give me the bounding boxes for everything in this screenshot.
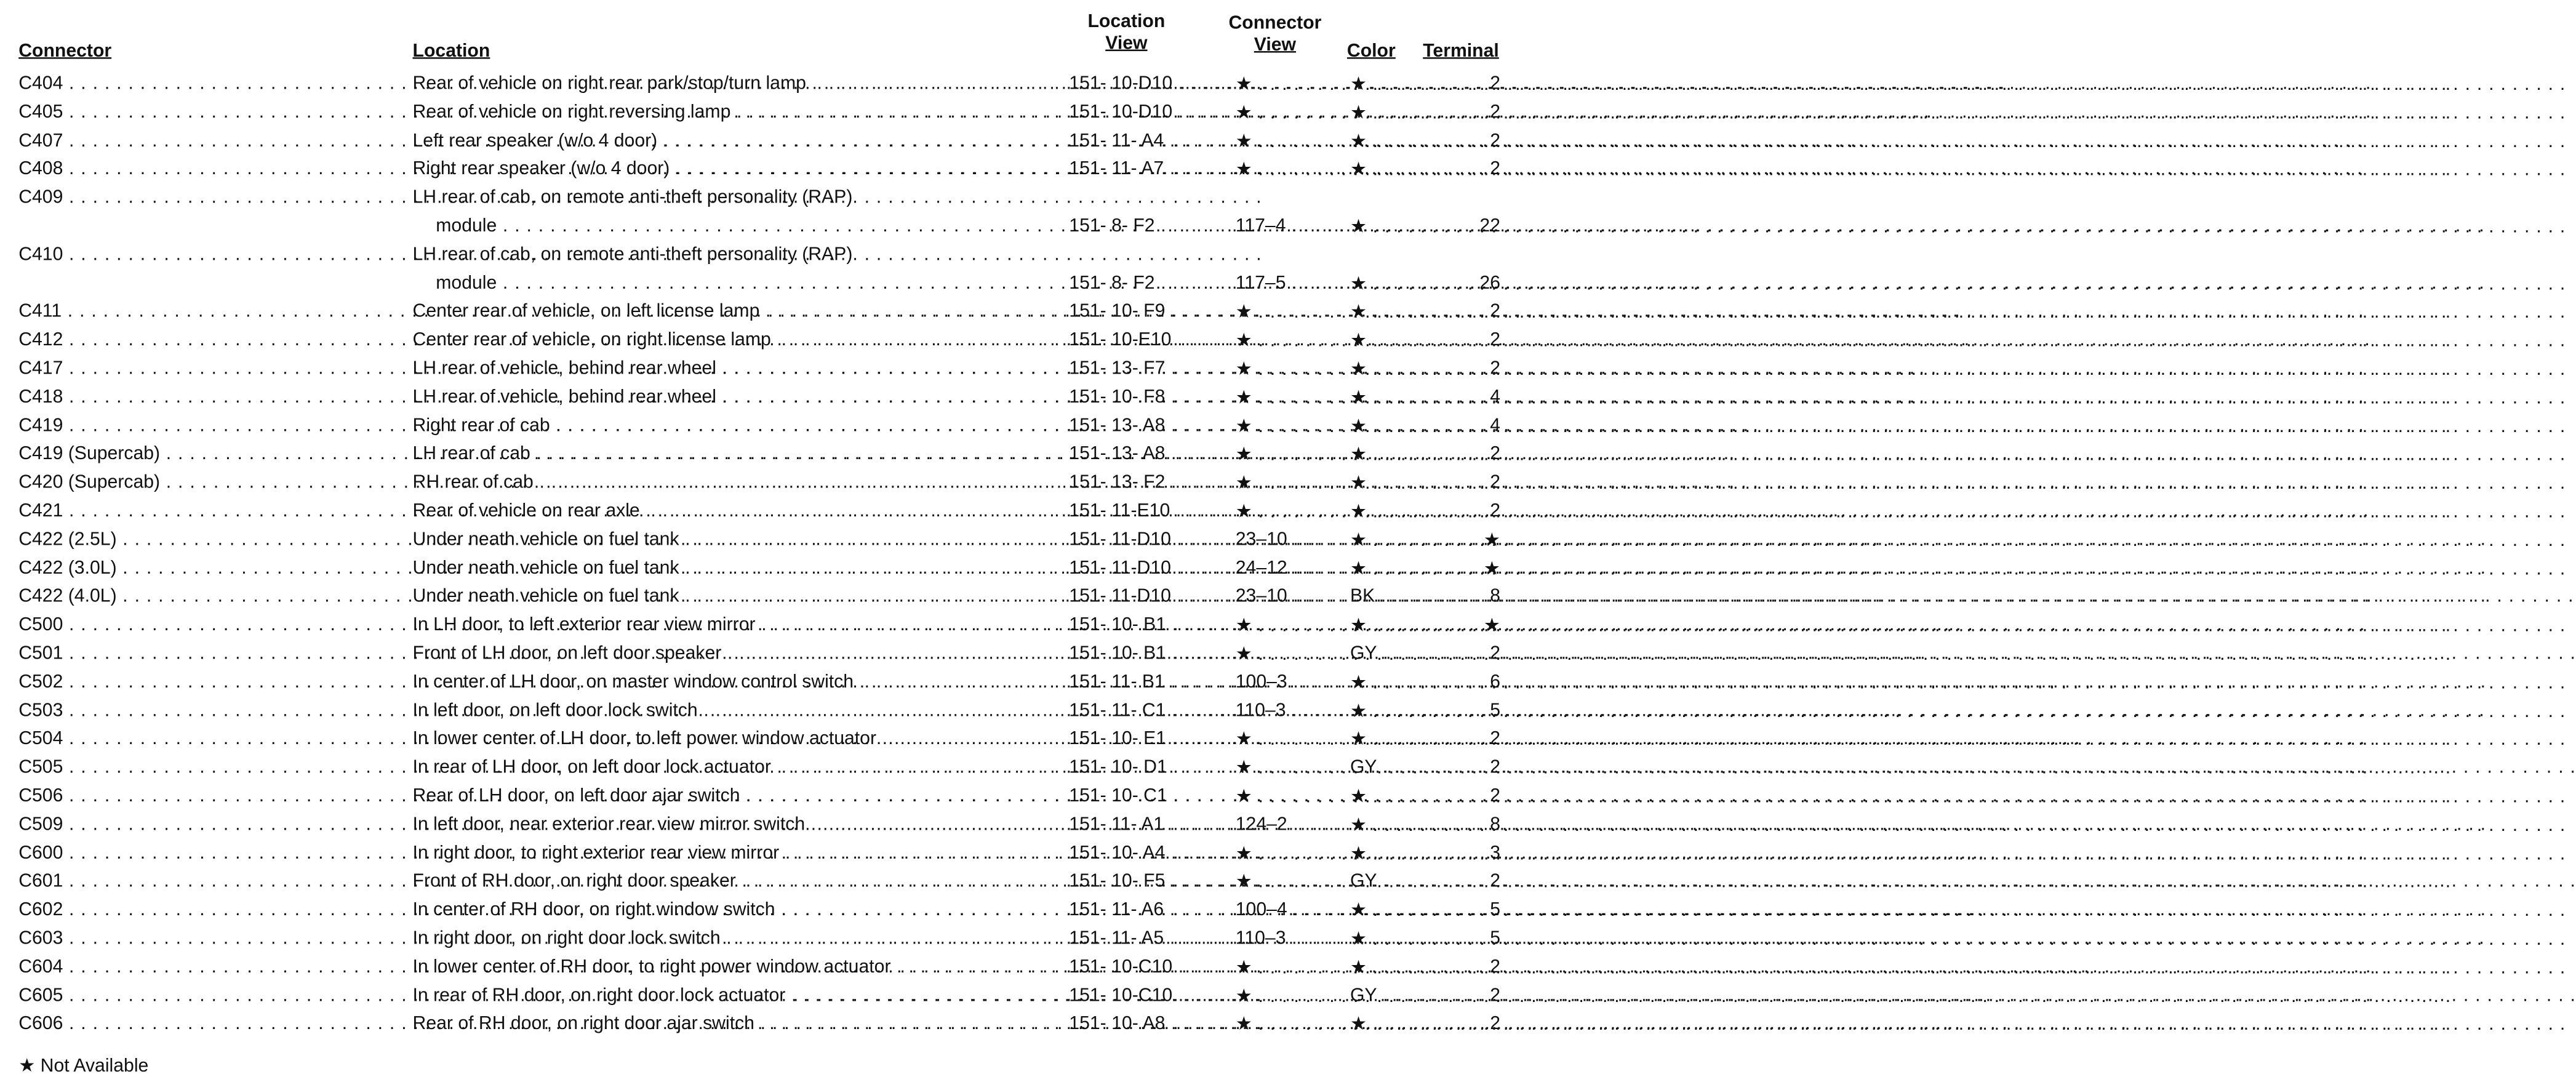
terminal-count: 4 xyxy=(1490,414,1501,436)
connector-view: ★ . . . xyxy=(1236,500,1348,523)
header-color: Color xyxy=(1346,40,1396,62)
wire-color: ★ . . . xyxy=(1350,700,1435,722)
connector-id: C502 . . . xyxy=(18,671,402,692)
connector-id: C501 . . . xyxy=(18,643,402,664)
wire-color: ★ . . . xyxy=(1350,329,1435,351)
location-view: 151- 10- F5 . . . xyxy=(1069,870,1231,892)
terminal-count: 2 xyxy=(1490,785,1501,806)
connector-id: C503 . . . xyxy=(18,700,402,721)
location-view: 151- 10- A8 . . . xyxy=(1069,1013,1231,1035)
location-view: 151- 11-D10 . . . xyxy=(1069,529,1231,550)
terminal-count: 8 xyxy=(1490,585,1501,607)
terminal-count: 8 xyxy=(1490,813,1501,835)
connector-id: C405 . . . xyxy=(18,102,402,123)
location-view: 151- 10- C1 . . . xyxy=(1069,785,1231,807)
connector-location: Rear of RH door, on right door ajar switch . . . xyxy=(413,1013,1065,1035)
terminal-count: 5 xyxy=(1490,928,1501,949)
table-row xyxy=(0,358,1519,381)
table-row xyxy=(0,500,1519,524)
connector-location: Rear of vehicle on right rear park/stop/turn lamp . . . xyxy=(413,73,1065,94)
wire-color: ★ . . . xyxy=(1350,928,1435,950)
terminal-count: 5 xyxy=(1490,699,1501,721)
connector-id: C500 . . . xyxy=(18,614,402,636)
connector-id: C422 (3.0L) . . . xyxy=(18,557,402,579)
table-row xyxy=(0,728,1519,751)
terminal-count: 6 xyxy=(1490,671,1501,692)
connector-view: 23–10 . . . xyxy=(1236,586,1348,607)
connector-location: In lower center of LH door, to left power window actuator . . . xyxy=(413,728,1065,750)
header-connector-view: Connector View xyxy=(1228,12,1322,55)
terminal-count: 26 xyxy=(1479,272,1501,294)
terminal-count: ★ xyxy=(1483,529,1501,551)
table-row xyxy=(0,814,1519,837)
table-row xyxy=(0,643,1519,666)
wire-color: ★ . . . xyxy=(1350,358,1435,380)
table-row xyxy=(0,244,1519,267)
connector-location: Left rear speaker (w/o 4 door) . . . xyxy=(413,130,1065,151)
connector-id: C504 . . . xyxy=(18,728,402,750)
connector-location: LH rear of cab . . . xyxy=(413,443,1065,465)
connector-location: Front of LH door, on left door speaker . . . xyxy=(413,643,1065,664)
wire-color: ★ . . . xyxy=(1350,842,1435,864)
table-row xyxy=(0,586,1519,609)
connector-view: 23–10 . . . xyxy=(1236,529,1348,550)
location-view: 151- 10-C10 . . . xyxy=(1069,956,1231,977)
table-row xyxy=(0,756,1519,780)
wire-color: ★ . . . xyxy=(1350,386,1435,408)
table-row-continuation xyxy=(0,215,1519,239)
connector-location-continued: module . . . xyxy=(436,215,1064,237)
location-view: 151- 11- A4 . . . xyxy=(1069,130,1231,151)
connector-location: In left door, on left door lock switch . . . xyxy=(413,700,1065,721)
connector-location-continued: module . . . xyxy=(436,272,1064,294)
connector-view: ★ . . . xyxy=(1236,1013,1348,1035)
wire-color: ★ . . . xyxy=(1350,73,1435,95)
terminal-count: 2 xyxy=(1490,500,1501,521)
location-view: 151- 10-C10 . . . xyxy=(1069,985,1231,1006)
location-view: 151- 11- C1 . . . xyxy=(1069,700,1231,721)
connector-location: Center rear of vehicle, on right license lamp . . . xyxy=(413,329,1065,351)
wire-color: GY . . . xyxy=(1350,870,1435,892)
wire-color: ★ . . . xyxy=(1350,272,1435,294)
table-row xyxy=(0,158,1519,182)
terminal-count: 2 xyxy=(1490,158,1501,180)
connector-location: LH rear of vehicle, behind rear wheel . . . xyxy=(413,386,1065,407)
connector-id: C422 (4.0L) . . . xyxy=(18,586,402,607)
connector-id: C411 . . . xyxy=(18,301,402,323)
table-row xyxy=(0,928,1519,951)
location-view: 151- 11- A1 . . . xyxy=(1069,814,1231,835)
location-view: 151- 10-E10 . . . xyxy=(1069,329,1231,351)
table-row xyxy=(0,102,1519,125)
connector-view: 100–3 . . . xyxy=(1236,671,1348,692)
connector-location: LH rear of cab, on remote anti-theft personality (RAP) xyxy=(412,244,853,265)
connector-location: In center of LH door, on master window control switch . . . xyxy=(413,671,1065,692)
wire-color: ★ . . . xyxy=(1350,899,1435,921)
wire-color: ★ . . . xyxy=(1350,102,1435,124)
terminal-count: 2 xyxy=(1490,358,1501,379)
connector-id: C408 . . . xyxy=(18,158,402,180)
table-row xyxy=(0,415,1519,438)
terminal-count: 5 xyxy=(1490,899,1501,920)
table-row xyxy=(0,614,1519,638)
connector-view: 110–3 . . . xyxy=(1236,700,1348,721)
connector-view: ★ . . . xyxy=(1236,985,1348,1007)
table-row xyxy=(0,1013,1519,1036)
connector-id: C419 (Supercab) . . . xyxy=(18,443,402,465)
wire-color: ★ . . . xyxy=(1350,728,1435,750)
table-row xyxy=(0,985,1519,1008)
footnote-not-available: ★ Not Available xyxy=(18,1055,149,1076)
connector-location: In lower center of RH door, to right power window actuator . . . xyxy=(413,956,1065,977)
terminal-count: 2 xyxy=(1490,984,1501,1006)
terminal-count: 22 xyxy=(1479,215,1501,236)
location-view: 151- 8- F2 . . . xyxy=(1069,215,1231,237)
wire-color: GY . . . xyxy=(1350,643,1435,664)
connector-view: ★ . . . xyxy=(1236,756,1348,779)
table-row xyxy=(0,785,1519,809)
connector-location: In left door, near exterior rear view mirror switch . . . xyxy=(413,814,1065,835)
connector-location: LH rear of cab, on remote anti-theft personality (RAP) xyxy=(412,186,853,208)
location-view: 151- 11- B1 . . . xyxy=(1069,671,1231,692)
wire-color: ★ . . . xyxy=(1350,215,1435,238)
terminal-count: 2 xyxy=(1490,956,1501,977)
location-view: 151- 10- A4 . . . xyxy=(1069,842,1231,864)
connector-view: ★ . . . xyxy=(1236,728,1348,750)
terminal-count: 3 xyxy=(1490,842,1501,864)
wire-color: ★ . . . xyxy=(1350,301,1435,323)
wire-color: ★ . . . xyxy=(1350,415,1435,437)
table-row xyxy=(0,301,1519,324)
connector-location: In right door, to right exterior rear view mirror . . . xyxy=(413,842,1065,864)
connector-view: 100–4 . . . xyxy=(1236,899,1348,921)
location-view: 151- 11- A6 . . . xyxy=(1069,899,1231,921)
connector-id: C417 . . . xyxy=(18,358,402,379)
connector-view: 24–12 . . . xyxy=(1236,557,1348,579)
connector-location: In rear of RH door, on right door lock actuator . . . xyxy=(413,985,1065,1006)
table-row xyxy=(0,186,1519,210)
connector-view: ★ . . . xyxy=(1236,415,1348,437)
connector-location: Rear of LH door, on left door ajar switch . . . xyxy=(413,785,1065,807)
wire-color: BK . . . xyxy=(1350,586,1435,607)
connector-id: C605 . . . xyxy=(18,985,402,1006)
terminal-count: 2 xyxy=(1490,73,1501,94)
terminal-count: 2 xyxy=(1490,728,1501,749)
connector-id: C604 . . . xyxy=(18,956,402,977)
connector-location: In center of RH door, on right window switch . . . xyxy=(413,899,1065,921)
connector-id: C602 . . . xyxy=(18,899,402,921)
connector-location: Rear of vehicle on right reversing lamp . . . xyxy=(413,102,1065,123)
wire-color: GY . . . xyxy=(1350,756,1435,778)
wire-color: ★ . . . xyxy=(1350,443,1435,465)
header-location: Location xyxy=(412,40,490,62)
table-row xyxy=(0,471,1519,495)
connector-id: C412 . . . xyxy=(18,329,402,351)
wire-color: ★ . . . xyxy=(1350,1013,1435,1035)
connector-location: LH rear of vehicle, behind rear wheel . . . xyxy=(413,358,1065,379)
connector-view: ★ . . . xyxy=(1236,358,1348,380)
table-row xyxy=(0,386,1519,409)
header-connector: Connector xyxy=(18,40,112,62)
connector-view: ★ . . . xyxy=(1236,73,1348,95)
terminal-count: ★ xyxy=(1483,558,1501,579)
connector-id: C505 . . . xyxy=(18,756,402,778)
wire-color: ★ . . . xyxy=(1350,614,1435,636)
terminal-count: 2 xyxy=(1490,643,1501,664)
wire-color: ★ . . . xyxy=(1350,671,1435,693)
connector-id: C600 . . . xyxy=(18,842,402,864)
connector-view: ★ . . . xyxy=(1236,785,1348,807)
connector-view: ★ . . . xyxy=(1236,158,1348,180)
connector-location: Under neath vehicle on fuel tank . . . xyxy=(413,529,1065,550)
terminal-count: 2 xyxy=(1490,101,1501,122)
connector-location: RH rear of cab . . . xyxy=(413,471,1065,493)
connector-id: C603 . . . xyxy=(18,928,402,949)
table-row xyxy=(0,529,1519,552)
wire-color: ★ . . . xyxy=(1350,130,1435,152)
connector-location: Rear of vehicle on rear axle . . . xyxy=(413,500,1065,522)
location-view: 151- 13- F2 . . . xyxy=(1069,471,1231,493)
wire-color: ★ . . . xyxy=(1350,557,1435,579)
connector-id: C506 . . . xyxy=(18,785,402,807)
location-view: 151- 11-D10 . . . xyxy=(1069,557,1231,579)
connector-view: 117–4 . . . xyxy=(1236,215,1348,237)
connector-location: Under neath vehicle on fuel tank . . . xyxy=(413,557,1065,579)
connector-view: ★ . . . xyxy=(1236,329,1348,351)
location-view: 151- 13- A8 . . . xyxy=(1069,415,1231,436)
wire-color: ★ . . . xyxy=(1350,814,1435,836)
connector-location: In rear of LH door, on left door lock actuator . . . xyxy=(413,756,1065,778)
wire-color: ★ . . . xyxy=(1350,529,1435,551)
location-view: 151- 10-D10 . . . xyxy=(1069,102,1231,123)
location-view: 151- 10- E1 . . . xyxy=(1069,728,1231,750)
table-row xyxy=(0,870,1519,894)
connector-id: C421 . . . xyxy=(18,500,402,522)
connector-location: In right door, on right door lock switch . . . xyxy=(413,928,1065,949)
location-view: 151- 11- A5 . . . xyxy=(1069,928,1231,949)
wire-color: GY . . . xyxy=(1350,985,1435,1006)
connector-view: ★ . . . xyxy=(1236,102,1348,124)
connector-location: Under neath vehicle on fuel tank . . . xyxy=(413,586,1065,607)
connector-id: C407 . . . xyxy=(18,130,402,151)
location-view: 151- 11- A7 . . . xyxy=(1069,158,1231,180)
table-row xyxy=(0,443,1519,467)
connector-view: ★ . . . xyxy=(1236,443,1348,465)
terminal-count: 4 xyxy=(1490,386,1501,407)
connector-id: C410 . . . xyxy=(18,244,402,265)
table-row xyxy=(0,842,1519,865)
connector-location: Right rear speaker (w/o 4 door) . . . xyxy=(413,158,1065,180)
connector-id: C409 . . . xyxy=(18,186,402,208)
connector-id: C422 (2.5L) . . . xyxy=(18,529,402,550)
wire-color: ★ . . . xyxy=(1350,956,1435,978)
connector-view: ★ . . . xyxy=(1236,614,1348,636)
connector-view: ★ . . . xyxy=(1236,471,1348,494)
connector-id: C419 . . . xyxy=(18,415,402,436)
terminal-count: 2 xyxy=(1490,300,1501,322)
header-terminal: Terminal xyxy=(1423,40,1499,62)
location-view: 151- 10- B1 . . . xyxy=(1069,614,1231,636)
connector-view: 117–5 . . . xyxy=(1236,272,1348,294)
terminal-count: ★ xyxy=(1483,615,1501,636)
connector-location: Front of RH door, on right door speaker . . . xyxy=(413,870,1065,892)
location-view: 151- 10- F8 . . . xyxy=(1069,386,1231,407)
table-row xyxy=(0,557,1519,580)
connector-view: ★ . . . xyxy=(1236,386,1348,408)
terminal-count: 2 xyxy=(1490,129,1501,151)
connector-location: Right rear of cab . . . xyxy=(413,415,1065,436)
wire-color: ★ . . . xyxy=(1350,785,1435,807)
connector-id: C601 . . . xyxy=(18,870,402,892)
terminal-count: 2 xyxy=(1490,443,1501,465)
connector-id: C420 (Supercab) . . . xyxy=(18,471,402,493)
connector-view: ★ . . . xyxy=(1236,956,1348,978)
location-view: 151- 10- B1 . . . xyxy=(1069,643,1231,664)
location-view: 151- 13- A8 . . . xyxy=(1069,443,1231,465)
connector-location: In LH door, to left exterior rear view mirror . . . xyxy=(413,614,1065,636)
location-view: 151- 11-D10 . . . xyxy=(1069,586,1231,607)
connector-location: Center rear of vehicle, on left license lamp . . . xyxy=(413,301,1065,323)
table-row-continuation xyxy=(0,272,1519,295)
table-row xyxy=(0,671,1519,694)
header-location-view: Location View xyxy=(1087,10,1166,54)
terminal-count: 2 xyxy=(1490,1012,1501,1034)
table-row xyxy=(0,700,1519,723)
location-view: 151- 8- F2 . . . xyxy=(1069,272,1231,294)
connector-id: C418 . . . xyxy=(18,386,402,407)
table-row xyxy=(0,73,1519,96)
table-row xyxy=(0,956,1519,979)
connector-view: ★ . . . xyxy=(1236,130,1348,152)
connector-view: 124–2 . . . xyxy=(1236,814,1348,835)
location-view: 151- 13- F7 . . . xyxy=(1069,358,1231,379)
location-view: 151- 10- D1 . . . xyxy=(1069,756,1231,778)
wire-color: ★ . . . xyxy=(1350,158,1435,180)
location-view: 151- 10- F9 . . . xyxy=(1069,301,1231,323)
connector-id: C606 . . . xyxy=(18,1013,402,1035)
terminal-count: 2 xyxy=(1490,756,1501,778)
terminal-count: 2 xyxy=(1490,471,1501,493)
connector-view: ★ . . . xyxy=(1236,870,1348,892)
wire-color: ★ . . . xyxy=(1350,500,1435,523)
terminal-count: 2 xyxy=(1490,870,1501,892)
table-row xyxy=(0,130,1519,153)
connector-view: ★ . . . xyxy=(1236,842,1348,864)
table-row xyxy=(0,899,1519,923)
terminal-count: 2 xyxy=(1490,329,1501,350)
location-view: 151- 11-E10 . . . xyxy=(1069,500,1231,522)
location-view: 151- 10-D10 . . . xyxy=(1069,73,1231,94)
connector-id: C404 . . . xyxy=(18,73,402,94)
connector-view: ★ . . . xyxy=(1236,301,1348,323)
wire-color: ★ . . . xyxy=(1350,471,1435,494)
connector-view: 110–3 . . . xyxy=(1236,928,1348,949)
table-row xyxy=(0,329,1519,353)
connector-view: ★ . . . xyxy=(1236,643,1348,665)
connector-id: C509 . . . xyxy=(18,814,402,835)
